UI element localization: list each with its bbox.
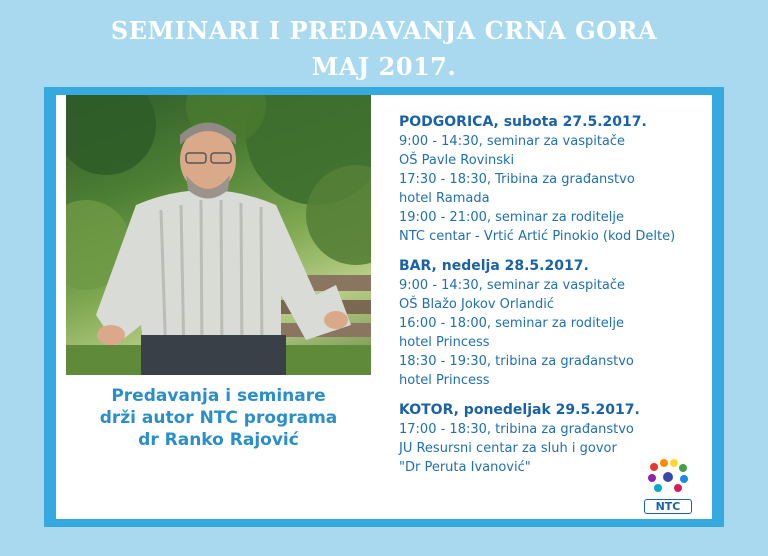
event-line: 9:00 - 14:30, seminar za vaspitače [399,278,626,293]
event-schedule [399,113,709,477]
event-line: JU Resursni centar za sluh i govor [399,441,617,456]
event-line: 18:30 - 19:30, tribina za građanstvo [399,354,634,369]
event-line: NTC centar - Vrtić Artić Pinokio (kod Delte) [399,229,676,244]
event-line: 17:00 - 18:30, tribina za građanstvo [399,422,634,437]
event-line: 9:00 - 14:30, seminar za vaspitače [399,134,626,149]
info-frame [44,87,724,527]
event-line: 19:00 - 21:00, seminar za roditelje [399,210,624,225]
event-line: hotel Ramada [399,191,490,206]
event-line: 17:30 - 18:30, Tribina za građanstvo [399,172,635,187]
caption-line-2: drži autor NTC programa [99,408,338,428]
ntc-logo-icon [644,457,692,499]
event-heading: PODGORICA, subota 27.5.2017. [399,114,647,130]
spacer [399,246,709,257]
lecturer-photo [66,95,371,375]
lecturer-caption [66,385,371,451]
ntc-logo [644,457,692,513]
event-line: OŠ Blažo Jokov Orlandić [399,297,555,312]
spacer [399,390,709,401]
event-heading: KOTOR, ponedeljak 29.5.2017. [399,402,640,418]
event-line: 16:00 - 18:00, seminar za roditelje [399,316,624,331]
page-subtitle-date: MAJ 2017. [311,52,457,81]
page-title: SEMINARI I PREDAVANJA CRNA GORA [110,16,658,45]
event-line: hotel Princess [399,373,490,388]
event-line: OŠ Pavle Rovinski [399,153,515,168]
ntc-logo-text: NTC [644,499,692,514]
caption-line-3: dr Ranko Rajović [138,430,299,450]
caption-line-1: Predavanja i seminare [111,386,326,406]
event-heading: BAR, nedelja 28.5.2017. [399,258,589,274]
event-line: "Dr Peruta Ivanović" [399,460,531,475]
lecturer-photo-illustration [66,95,371,375]
event-line: hotel Princess [399,335,490,350]
event-block-podgorica [399,113,709,246]
event-block-bar [399,257,709,390]
info-card [56,95,712,519]
